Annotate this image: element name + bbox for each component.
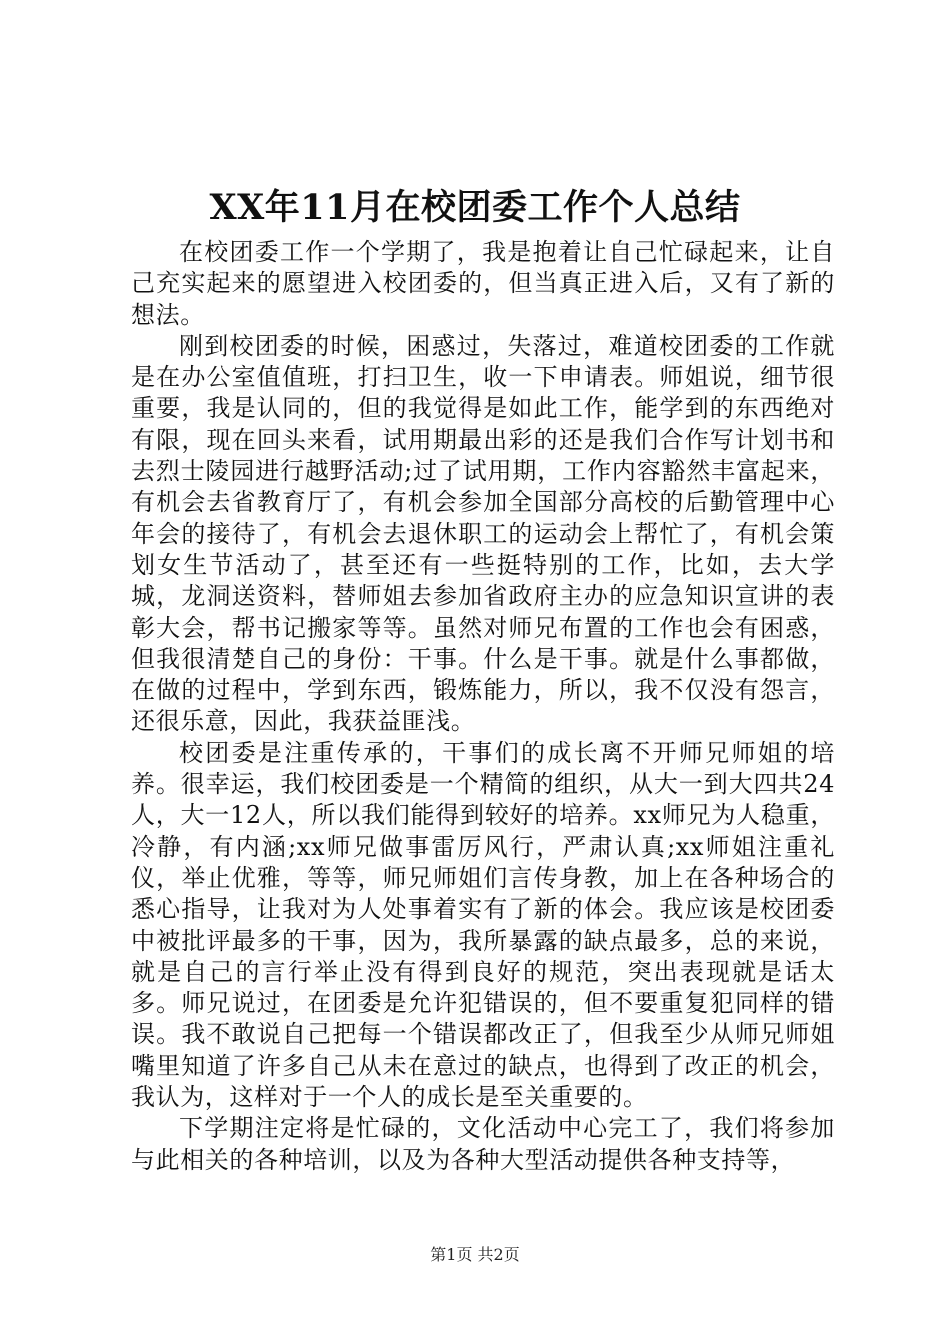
paragraph-1: 在校团委工作一个学期了，我是抱着让自己忙碌起来，让自己充实起来的愿望进入校团委的，但当真正进入后，又有了新的想法。 [131,238,835,329]
paragraph-3: 校团委是注重传承的，干事们的成长离不开师兄师姐的培养。很幸运，我们校团委是一个精简的组织，从大一到大四共24人，大一12人，所以我们能得到较好的培养。xx师兄为人稳重，冷静，有内涵;xx师兄做事雷厉风行，严肃认真;xx师姐注重礼仪，举止优雅，等等，师兄师姐们言传身教，加上在各种场合的悉心指导，让我对为人处事着实有了新的体会。我应该是校团委中被批评最多的干事，因为，我所暴露的缺点最多，总的来说，就是自己的言行举止没有得到良好的规范，突出表现就是话太多。师兄说过，在团委是允许犯错误的，但不要重复犯同样的错误。我不敢说自己把每一个错误都改正了，但我至少从师兄师姐嘴里知道了许多自己从未在意过的缺点，也得到了改正的机会，我认为，这样对于一个人的成长是至关重要的。 [131,738,835,1112]
page-number-footer: 第1页 共2页 [430,1245,520,1264]
paragraph-4: 下学期注定将是忙碌的，文化活动中心完工了，我们将参加与此相关的各种培训，以及为各种大型活动提供各种支持等， [131,1114,835,1174]
document-body [131,237,835,1176]
document-title: XX年11月在校团委工作个人总结 [209,187,741,228]
paragraph-2: 刚到校团委的时候，困惑过，失落过，难道校团委的工作就是在办公室值值班，打扫卫生，收一下申请表。师姐说，细节很重要，我是认同的，但的我觉得是如此工作，能学到的东西绝对有限，现在回头来看，试用期最出彩的还是我们合作写计划书和去烈士陵园进行越野活动;过了试用期，工作内容豁然丰富起来，有机会去省教育厅了，有机会参加全国部分高校的后勤管理中心年会的接待了，有机会去退休职工的运动会上帮忙了，有机会策划女生节活动了，甚至还有一些挺特别的工作，比如，去大学城，龙洞送资料，替师姐去参加省政府主办的应急知识宣讲的表彰大会，帮书记搬家等等。虽然对师兄布置的工作也会有困惑，但我很清楚自己的身份：干事。什么是干事。就是什么事都做，在做的过程中，学到东西，锻炼能力，所以，我不仅没有怨言，还很乐意，因此，我获益匪浅。 [131,331,835,736]
